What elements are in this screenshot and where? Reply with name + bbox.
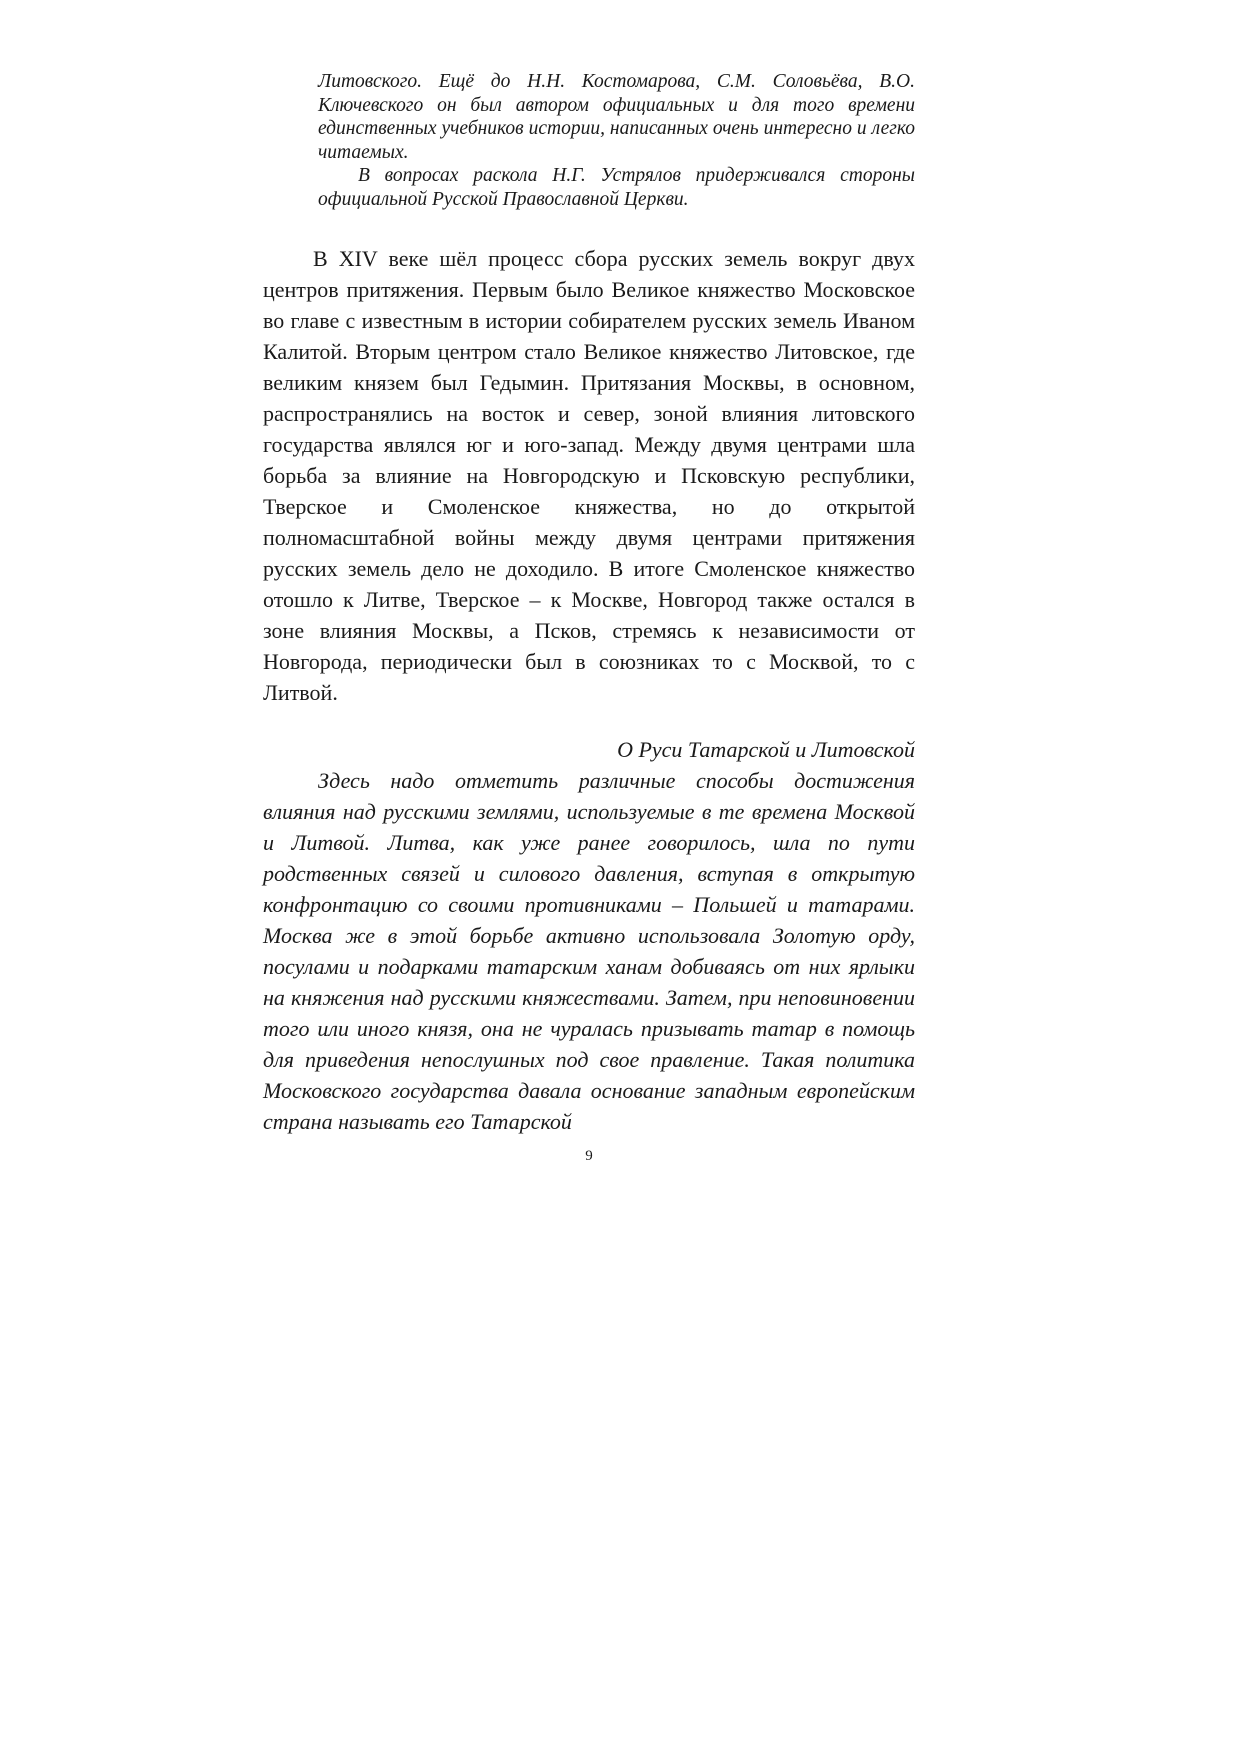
quote-paragraph-1: Литовского. Ещё до Н.Н. Костомарова, С.М. Соловьёва, В.О. Ключевского он был автором официальных и для того времени единственных учебников истории, написанных очень интересно и легко читаемых. [318,71,915,163]
section-paragraph: Здесь надо отметить различные способы достижения влияния над русскими землями, используемые в те времена Москвой и Литвой. Литва, как уже ранее говорилось, шла по пути родственных связей и силового давления, вступая в открытую конфронтацию со своими противниками – Польшей и татарами. Москва же в этой борьбе активно использовала Золотую орду, посулами и подарками татарским ханам добиваясь от них ярлыки на княжения над русскими княжествами. Затем, при неповиновении того или иного князя, она не чуралась призывать татар в помощь для приведения непослушных под свое правление. Такая политика Московского государства давала основание западным европейским страна называть его Татарской [263,768,915,1134]
page-number: 9 [585,1148,593,1164]
section-heading: О Руси Татарской и Литовской [617,737,915,762]
footnote-quote-block [318,70,915,211]
body-paragraph: В XIV веке шёл процесс сбора русских земель вокруг двух центров притяжения. Первым было Великое княжество Московское во главе с известным в истории собирателем русских земель Иваном Калитой. Вторым центром стало Великое княжество Литовское, где великим князем был Гедымин. Притязания Москвы, в основном, распространялись на восток и север, зоной влияния литовского государства являлся юг и юго-запад. Между двумя центрами шла борьба за влияние на Новгородскую и Псковскую республики, Тверское и Смоленское княжества, но до открытой полномасштабной войны между двумя центрами притяжения русских земель дело не доходило. В итоге Смоленское княжество отошло к Литве, Тверское – к Москве, Новгород также остался в зоне влияния Москвы, а Псков, стремясь к независимости от Новгорода, периодически был в союзниках то с Москвой, то с Литвой. [263,246,915,705]
quote-paragraph-2: В вопросах раскола Н.Г. Устрялов придерживался стороны официальной Русской Православной Церкви. [318,165,915,210]
text-column [263,70,915,1165]
